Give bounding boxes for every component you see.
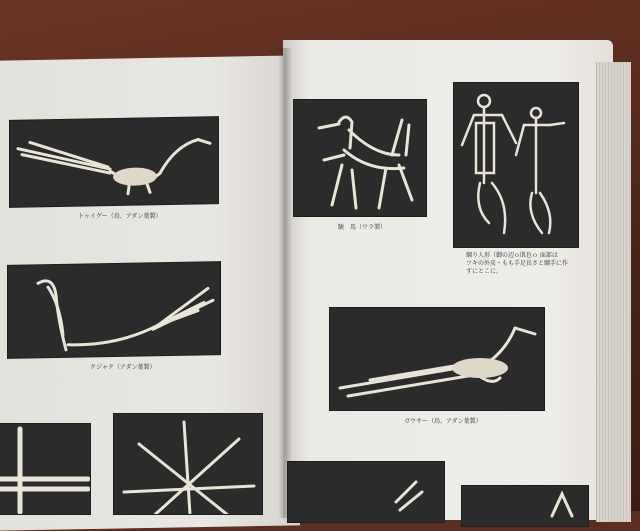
puppets-caption-line-1: 綱り人形（御の辺ｏ肌色ｏ 面部は xyxy=(466,252,558,259)
puppets-craft xyxy=(454,83,578,247)
peacock-photo xyxy=(8,262,220,358)
bottom-left-craft xyxy=(288,462,444,522)
bottom-right-photo xyxy=(462,486,588,526)
bird-photo xyxy=(330,308,544,410)
book-gutter xyxy=(278,48,292,518)
bird-craft xyxy=(330,308,544,410)
woven-cross-craft xyxy=(0,424,90,514)
woven-star-craft xyxy=(114,414,262,514)
woven-star-photo xyxy=(114,414,262,514)
puppets-caption-line-3: すにとこに。 xyxy=(466,268,503,275)
peacock-craft xyxy=(8,262,220,358)
horse-craft xyxy=(294,100,426,216)
puppets-caption xyxy=(466,252,584,276)
horse-photo xyxy=(294,100,426,216)
roadrunner-caption: トゥイグー（鳥、アダン葉製） xyxy=(78,213,162,220)
puppets-caption-line-2: ツキの外皮・もも手足長さと綱手に作 xyxy=(466,260,569,267)
bottom-right-craft xyxy=(462,486,588,526)
roadrunner-photo xyxy=(10,117,218,207)
horse-caption: 駿 馬（ワラ製） xyxy=(338,224,387,231)
puppets-photo xyxy=(454,83,578,247)
roadrunner-craft xyxy=(10,117,218,207)
page-edges xyxy=(596,62,631,522)
bird-caption: ガウサー（鳥、アダン葉製） xyxy=(404,418,482,425)
bottom-left-photo xyxy=(288,462,444,522)
woven-cross-photo xyxy=(0,424,90,514)
peacock-caption: クジャク（アダン葉製） xyxy=(90,364,156,371)
